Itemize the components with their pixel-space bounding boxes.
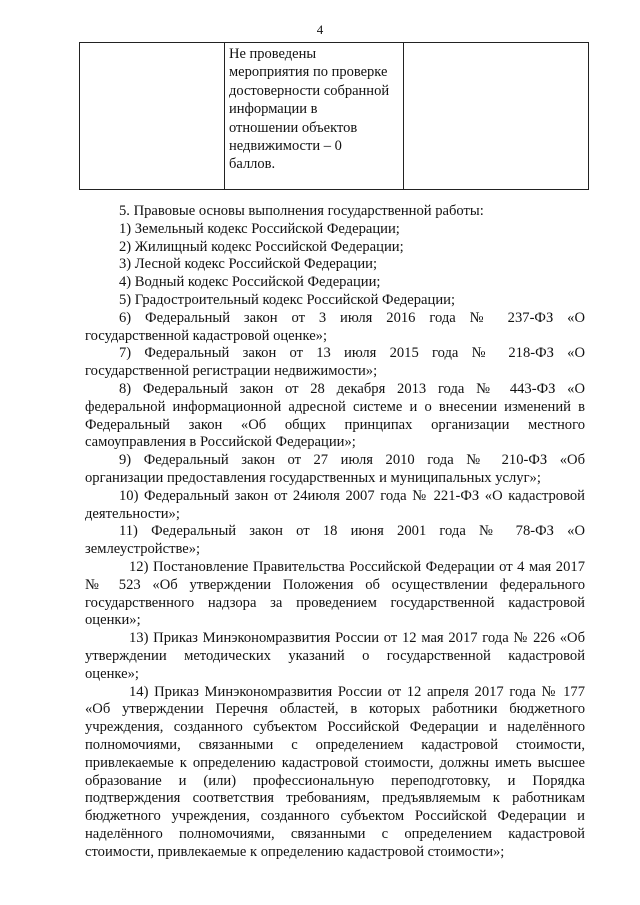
list-item-continuation: оценки»;: [85, 612, 141, 629]
list-item: 13) Приказ Минэкономразвития России от 12 мая 2017 года № 226 «Об: [129, 630, 585, 647]
list-item-continuation: бюджетного учреждения, созданного субъектом Российской Федерации и: [85, 808, 585, 825]
list-item-continuation: полномочиями, связанными с определением кадастровой стоимости,: [85, 736, 585, 753]
page-number: 4: [316, 22, 324, 37]
table-row: [80, 43, 589, 190]
list-item: 1) Земельный кодекс Российской Федерации;: [119, 220, 400, 237]
list-item: 3) Лесной кодекс Российской Федерации;: [119, 256, 378, 273]
table-cell-line: информации в: [229, 101, 318, 118]
list-item-continuation: оценке»;: [85, 665, 139, 682]
list-item-continuation: учреждения, созданного субъектом Российской Федерации и наделённого: [85, 719, 585, 736]
list-item-continuation: деятельности»;: [85, 505, 180, 522]
list-item-continuation: образование и (или) профессиональную переподготовку, и Порядка: [85, 772, 585, 789]
list-item: 5) Градостроительный кодекс Российской Федерации;: [119, 291, 456, 308]
list-item: 2) Жилищный кодекс Российской Федерации;: [119, 238, 404, 255]
table-cell-line: достоверности собранной: [229, 82, 390, 99]
criteria-table: [79, 42, 589, 190]
list-item-continuation: землеустройстве»;: [85, 541, 201, 558]
table-cell-line: мероприятия по проверке: [229, 64, 388, 81]
list-item-continuation: привлекаемые к определению кадастровой стоимости, должны иметь высшее: [85, 754, 585, 771]
table-cell-empty-right: [404, 43, 589, 190]
list-item-continuation: государственной регистрации недвижимости»;: [85, 363, 378, 380]
table-cell-line: отношении объектов: [229, 119, 358, 136]
list-item-continuation: государственной кадастровой оценке»;: [85, 327, 328, 344]
list-item: 12) Постановление Правительства Российской Федерации от 4 мая 2017: [129, 558, 585, 575]
list-item-continuation: утверждении методических указаний о государственной кадастровой: [85, 647, 585, 664]
table-cell-line: недвижимости – 0: [229, 138, 342, 155]
list-item-continuation: наделённого полномочиями, связанными с определением кадастровой: [85, 825, 585, 842]
list-item-continuation: стоимости, привлекаемые к определению кадастровой стоимости»;: [85, 843, 505, 860]
list-item-continuation: подтверждения соответствия требованиям, предъявляемым к работникам: [85, 790, 585, 807]
list-item-continuation: «Об утверждении Перечня областей, в которых работники бюджетного: [85, 701, 585, 718]
list-item-continuation: федеральной информационной адресной системе и о внесении изменений в: [85, 398, 585, 415]
list-item: 10) Федеральный закон от 24июля 2007 года № 221-ФЗ «О кадастровой: [119, 487, 585, 504]
list-item: 7) Федеральный закон от 13 июля 2015 года № 218-ФЗ «О: [119, 345, 585, 362]
list-item-continuation: № 523 «Об утверждении Положения об осуществлении федерального: [85, 576, 585, 593]
list-item: 11) Федеральный закон от 18 июня 2001 года № 78-ФЗ «О: [119, 523, 585, 540]
table-cell-criteria-text: [225, 43, 404, 190]
section-heading: 5. Правовые основы выполнения государственной работы:: [119, 203, 484, 219]
list-item: 14) Приказ Минэкономразвития России от 12 апреля 2017 года № 177: [129, 683, 585, 700]
list-item: 8) Федеральный закон от 28 декабря 2013 года № 443-ФЗ «О: [119, 380, 585, 397]
list-item-continuation: государственного надзора за проведением государственной кадастровой: [85, 594, 585, 611]
list-item-continuation: организации предоставления государственных и муниципальных услуг»;: [85, 469, 541, 486]
list-item: 6) Федеральный закон от 3 июля 2016 года № 237-ФЗ «О: [119, 309, 585, 326]
list-item-continuation: Федеральный закон «Об общих принципах организации местного: [85, 416, 585, 433]
legal-basis-section: [85, 203, 585, 861]
list-item: 4) Водный кодекс Российской Федерации;: [119, 274, 381, 291]
table-cell-empty-left: [80, 43, 225, 190]
list-item: 9) Федеральный закон от 27 июля 2010 года № 210-ФЗ «Об: [119, 452, 585, 469]
table-cell-line: баллов.: [229, 156, 276, 173]
list-item-continuation: самоуправления в Российской Федерации»;: [85, 434, 356, 451]
table-cell-line: Не проведены: [229, 46, 317, 62]
